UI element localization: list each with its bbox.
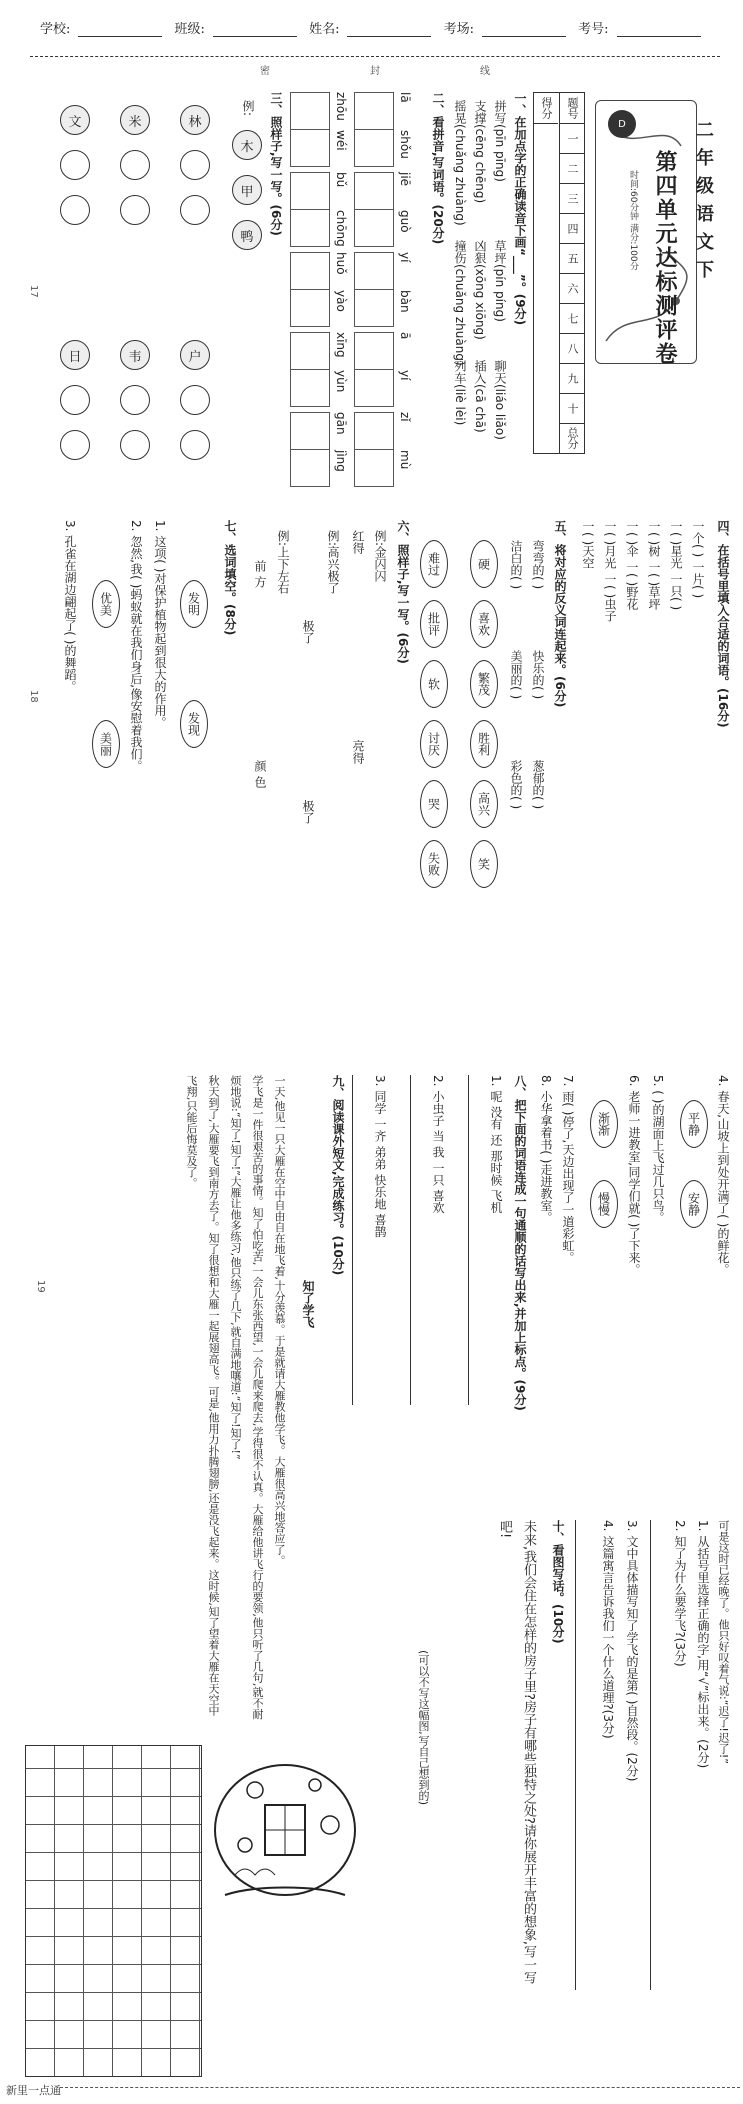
word-leaf[interactable]: 慢慢 (590, 1180, 618, 1228)
answer-circle[interactable] (60, 430, 90, 460)
antonym-leaf[interactable]: 笑 (470, 840, 498, 888)
char-apple[interactable]: 韦 (120, 340, 150, 370)
answer-circle[interactable] (180, 385, 210, 415)
cut-label-2: 封 (370, 66, 480, 77)
page-number: 18 (28, 690, 39, 703)
section1-item: 拼写(pīn pīng) (493, 100, 507, 182)
answer-circle[interactable] (120, 195, 150, 225)
room-field[interactable] (482, 22, 566, 37)
section7-item[interactable]: 2. 忽然,我( )蚂蚁就在我们身后,像安慰着我们。 (129, 520, 143, 773)
student-info-header (40, 18, 720, 42)
section10-prompt: 未来,我们会住在怎样的房子里?房子有哪些独特之处?请你展开丰富的想象,写一写吧! (497, 1520, 536, 1985)
fill-item[interactable]: 4. 春天,山坡上到处开满了( )的鲜花。 (716, 1075, 730, 1276)
char-apple[interactable]: 米 (120, 105, 150, 135)
seat-label: 考号: (578, 22, 609, 37)
section6-item[interactable]: 红得 (351, 530, 365, 554)
answer-circle[interactable] (120, 385, 150, 415)
score-head-row (559, 93, 584, 453)
pinyin: lā (398, 92, 412, 103)
section7-item[interactable]: 1. 这项( )对保护植物起到很大的作用。 (153, 520, 167, 729)
section1-item: 草坪(pín píng) (493, 240, 507, 322)
score-col: 六 (560, 273, 584, 304)
class-label: 班级: (174, 22, 205, 37)
section7-item[interactable]: 3. 孔雀在湖边翩起了( )的舞蹈。 (63, 520, 77, 693)
antonym-leaf[interactable]: 胜利 (470, 720, 498, 768)
banner-ornament-icon (596, 101, 696, 363)
antonym-leaf[interactable]: 硬 (470, 540, 498, 588)
future-house-illustration-icon (205, 1745, 365, 1915)
title-banner (595, 100, 697, 364)
pinyin: yùn (334, 370, 348, 393)
fill-item[interactable]: 8. 小华拿着书( )走进教室。 (539, 1075, 553, 1224)
story-paragraph: 秋天到了,大雁要飞到南方去了。知了很想和大雁一起展翅高飞。可是,他用力扑腾翅膀,还是没飞起来。这时候,知了望着大雁在天空中飞翔,只能后悔莫及了。 (185, 1075, 220, 1716)
pinyin: shǒu (398, 130, 412, 159)
story-paragraph: 一天,他见一只大雁在空中自由自在地飞着,十分羡慕。于是就请大雁教他学飞。大雁很高兴地答应了。 (273, 1075, 286, 1566)
pinyin: ā (398, 332, 412, 340)
answer-circle[interactable] (120, 430, 150, 460)
antonym-left: 弯弯的( ) (531, 540, 545, 590)
antonym-leaf[interactable]: 难过 (420, 540, 448, 588)
section5-heading: 五、将对应的反义词连起来。(6分) (553, 520, 567, 708)
name-label: 姓名: (309, 22, 340, 37)
name-field[interactable] (347, 22, 431, 37)
antonym-leaf[interactable]: 讨厌 (420, 720, 448, 768)
score-col: 总分 (566, 427, 579, 449)
score-col: 三 (560, 183, 584, 214)
school-label: 学校: (40, 22, 71, 37)
section4-line[interactable]: 一个( ) 一片( ) (691, 520, 705, 599)
pinyin: gān (334, 412, 348, 435)
pinyin: zǐ (398, 412, 412, 422)
writing-grid-1[interactable] (354, 92, 394, 472)
answer-line[interactable] (575, 1520, 576, 1990)
writing-grid-2[interactable] (290, 92, 330, 472)
section1-item: 列车(liè lèi) (453, 360, 467, 426)
char-apple[interactable]: 文 (60, 105, 90, 135)
section1-item: 聊天(liáo liǎo) (493, 360, 507, 440)
antonym-left: 快乐的( ) (531, 650, 545, 700)
footer-brand: 新里一点通 (6, 2084, 61, 2097)
word-leaf[interactable]: 渐渐 (590, 1100, 618, 1148)
pinyin: zhōu (334, 92, 348, 121)
reading-q4: 4. 这篇寓言告诉我们一个什么道理?(3分) (601, 1520, 615, 1739)
section6-item[interactable]: 颜 色 (253, 760, 267, 788)
pinyin: bàn (398, 290, 412, 313)
section1-item: 撞伤(chuǎng zhuàng) (453, 240, 467, 366)
section6-item[interactable]: 极了 (301, 800, 315, 824)
section10-heading: 十、看图写话。(10分) (551, 1520, 565, 1644)
pinyin: xīng (334, 332, 348, 358)
section8-heading: 八、把下面的词语连成一句通顺的话写出来,并加上标点。(9分) (513, 1075, 527, 1411)
antonym-left: 葱郁的( ) (531, 760, 545, 810)
word-leaf[interactable]: 美丽 (92, 720, 120, 768)
pinyin: yào (334, 290, 348, 312)
page-number: 19 (35, 1280, 46, 1293)
example-apple: 鸭 (232, 220, 262, 250)
pinyin: bǔ (334, 172, 348, 188)
answer-circle[interactable] (180, 430, 210, 460)
cut-label-3: 线 (480, 66, 590, 77)
story-paragraph: 学飞是一件很艰苦的事情。知了怕吃苦,一会儿东张西望,一会儿爬来爬去,学得很不认真。大雁给他讲飞行的要领,他只听了几句,就不耐烦地说:“知了!知了!”大雁让他多练习,他只练了几下,就自满地嚷道:“知了!知了!” (229, 1075, 264, 1720)
pinyin: huǒ (334, 252, 348, 275)
score-col: 二 (560, 153, 584, 184)
example-apple: 木 (232, 130, 262, 160)
antonym-leaf[interactable]: 失败 (420, 840, 448, 888)
pinyin: jìng (334, 450, 348, 472)
section7-heading: 七、选词填空。(8分) (223, 520, 237, 636)
section8-item: 3. 同学 一齐 弟弟 快乐地 喜鹊 (373, 1075, 387, 1238)
antonym-leaf[interactable]: 高兴 (470, 780, 498, 828)
story-body (60, 1075, 290, 1725)
section2-heading: 二、看拼音,写词语。(20分) (431, 92, 445, 245)
answer-circle[interactable] (60, 195, 90, 225)
score-col: 一 (560, 123, 584, 154)
section6-example: 例:上下左右 (276, 530, 290, 595)
school-field[interactable] (78, 22, 162, 37)
room-label: 考场: (443, 22, 474, 37)
section10-note: (可以不写这幅图,写自己想到的) (417, 1650, 430, 1806)
exam-title: 第四单元达标测评卷 (652, 150, 678, 366)
fill-item[interactable]: 5. ( )的湖面上飞过几只鸟。 (651, 1075, 665, 1224)
word-leaf[interactable]: 安静 (680, 1180, 708, 1228)
antonym-left: 美丽的( ) (509, 650, 523, 700)
section6-example: 例:金闪闪 (373, 530, 387, 583)
antonym-leaf[interactable]: 软 (420, 660, 448, 708)
section1-heading: 一、在加点字的正确读音下画“___”。(9分) (513, 92, 527, 326)
score-head-label: 题号 (560, 93, 584, 124)
score-row-label: 得分 (534, 93, 558, 124)
word-leaf[interactable]: 优美 (92, 580, 120, 628)
score-col: 十 (560, 393, 584, 424)
edition-badge: D (608, 110, 636, 138)
answer-circle[interactable] (180, 150, 210, 180)
score-col: 五 (560, 243, 584, 274)
pinyin-row-2 (334, 92, 354, 472)
answer-circle[interactable] (60, 385, 90, 415)
story-title: 知了学飞 (301, 1280, 315, 1328)
pinyin: chōng (334, 210, 348, 247)
score-col: 七 (560, 303, 584, 334)
fill-item[interactable]: 6. 老师一进教室,同学们就( )了下来。 (627, 1075, 641, 1276)
section1-item: 支撑(cēng chēng) (473, 100, 487, 204)
char-apple[interactable]: 日 (60, 340, 90, 370)
composition-grid[interactable] (25, 1745, 202, 2077)
section6-item[interactable]: 亮得 (351, 740, 365, 764)
answer-line[interactable] (352, 1075, 353, 1405)
score-value-row[interactable] (534, 93, 558, 453)
antonym-left: 洁白的( ) (509, 540, 523, 590)
section4-line[interactable]: 一( )天空 (581, 520, 595, 570)
pinyin-row-1 (398, 92, 418, 472)
pinyin: mù (398, 450, 412, 470)
grade-title: 二年级语文下 (693, 120, 714, 288)
section6-item[interactable]: 前 方 (253, 560, 267, 588)
pinyin: yí (398, 370, 412, 381)
section9-heading: 九、阅读课外短文,完成练习。(10分) (331, 1075, 345, 1276)
pinyin: guò (398, 210, 412, 233)
seal-cut-labels (260, 62, 590, 77)
antonym-left: 彩色的( ) (509, 760, 523, 810)
word-leaf[interactable]: 发现 (180, 700, 208, 748)
section1-item: 摇晃(chuǎng zhuàng) (453, 100, 467, 226)
answer-circle[interactable] (180, 195, 210, 225)
section4-line[interactable]: 一( )星光 一只( ) (669, 520, 683, 611)
char-apple[interactable]: 户 (180, 340, 210, 370)
antonym-leaf[interactable]: 喜欢 (470, 600, 498, 648)
seal-cut-line (30, 56, 720, 57)
answer-circle[interactable] (60, 150, 90, 180)
section4-line[interactable]: 一( )树 一( )草坪 (647, 520, 661, 611)
reading-q2: 2. 知了为什么要学飞?(3分) (673, 1520, 687, 1667)
section8-item: 1. 呢 没有 还 那时候 飞机 (489, 1075, 503, 1214)
reading-q3: 3. 文中具体描写知了学飞的是第( )自然段。(2分) (625, 1520, 639, 1782)
score-table (533, 92, 585, 454)
exam-subtitle: 时间:60分钟 满分:100分 (628, 170, 638, 271)
page-number: 17 (28, 285, 39, 298)
section6-example: 例:高兴极了 (326, 530, 340, 595)
section6-item[interactable]: 极了 (301, 620, 315, 644)
reading-q1: 1. 从括号里选择正确的字,用“√”标出来。(2分) (696, 1520, 710, 1769)
pinyin: jiē (398, 172, 412, 187)
section4-line[interactable]: 一( )月光 一( )虫子 (603, 520, 617, 623)
antonym-leaf[interactable]: 批评 (420, 600, 448, 648)
section3-example-label: 例: (241, 100, 255, 117)
cut-label-1: 密 (260, 66, 370, 77)
answer-line[interactable] (410, 1075, 411, 1405)
score-col: 九 (560, 363, 584, 394)
bottom-dashed-line (60, 2087, 740, 2088)
pinyin: wéi (334, 130, 348, 151)
answer-line[interactable] (468, 1075, 469, 1405)
section6-heading: 六、照样子,写一写。(6分) (396, 520, 410, 664)
example-apple: 甲 (232, 175, 262, 205)
story-ending: 可是这时已经晚了。他只好叹着气说:“迟了!迟了!” (717, 1520, 730, 1764)
section4-line[interactable]: 一( )伞 一( )野花 (625, 520, 639, 611)
antonym-leaf[interactable]: 繁茂 (470, 660, 498, 708)
pinyin: yí (398, 252, 412, 263)
word-leaf[interactable]: 发明 (180, 580, 208, 628)
score-col: 八 (560, 333, 584, 364)
section1-item: 凶狠(xōng xiōng) (473, 240, 487, 340)
section4-heading: 四、在括号里填入合适的词语。(16分) (716, 520, 730, 728)
answer-circle[interactable] (120, 150, 150, 180)
word-leaf[interactable]: 平静 (680, 1100, 708, 1148)
fill-item[interactable]: 7. 雨( )停了,天边出现了一道彩虹。 (561, 1075, 575, 1264)
antonym-leaf[interactable]: 哭 (420, 780, 448, 828)
section8-item: 2. 小虫子 当 我 一只 喜欢 (431, 1075, 445, 1214)
seat-field[interactable] (617, 22, 701, 37)
answer-line[interactable] (650, 1520, 651, 1990)
section3-heading: 三、照样子,写一写。(6分) (269, 92, 283, 236)
score-col: 四 (560, 213, 584, 244)
section1-item: 插入(cā chā) (473, 360, 487, 433)
class-field[interactable] (213, 22, 297, 37)
char-apple[interactable]: 林 (180, 105, 210, 135)
